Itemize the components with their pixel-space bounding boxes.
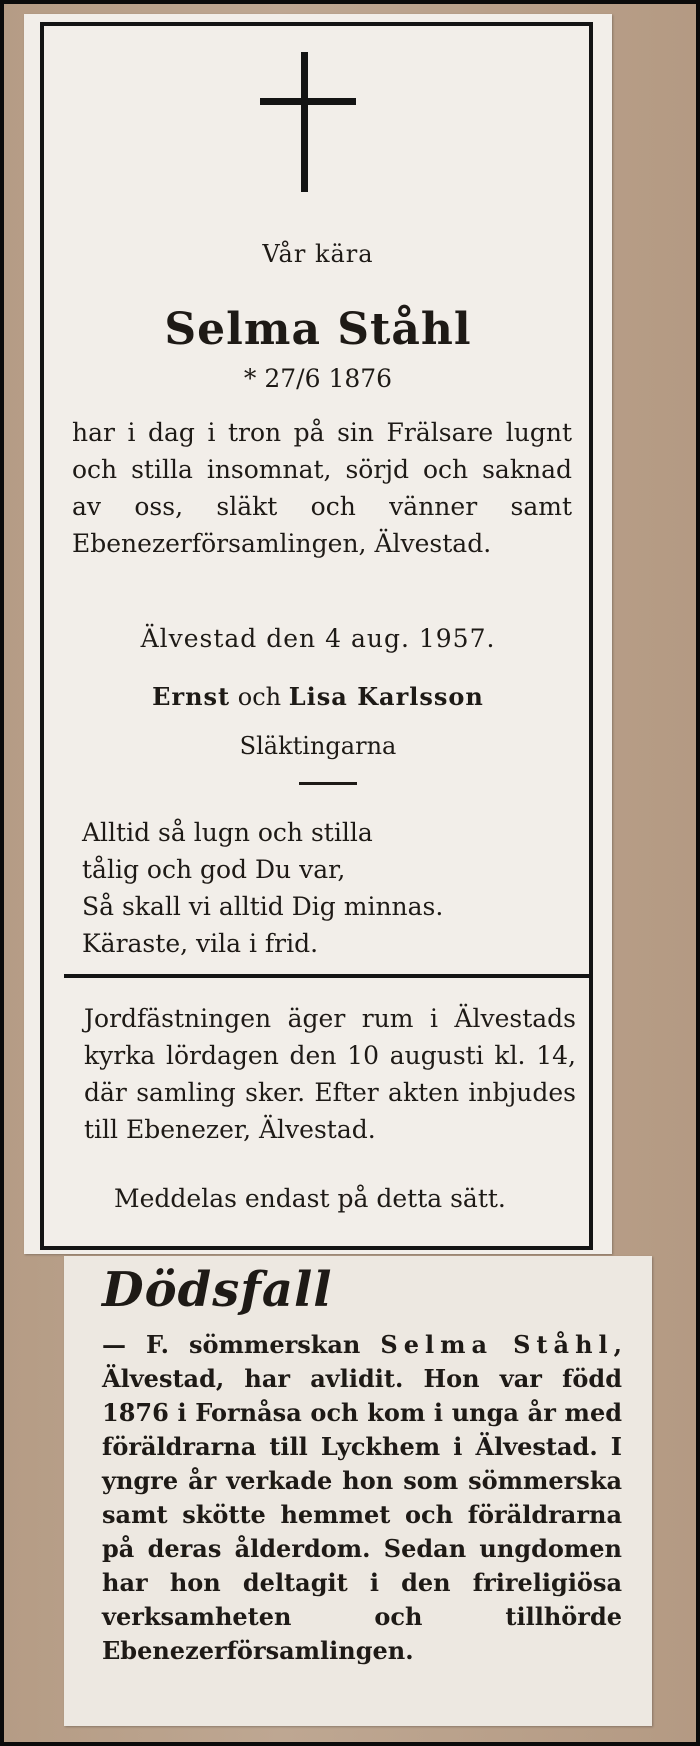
- divider: [299, 782, 357, 785]
- poem-line: Alltid så lugn och stilla: [82, 818, 373, 847]
- obituary-body: , Älvestad, har avlidit. Hon var född 1876 i Fornåsa och kom i unga år med föräldrarna till Lyckhem i Älvestad. I yngre år verkade hon som sömmerska samt skötte hemmet och föräldrarna på deras ålderdom. Sedan ungdomen har hon deltagit i den frireligiösa verksamheten och tillhörde Ebenezerförsamlingen.: [102, 1330, 622, 1665]
- obituary-clipping: [64, 1256, 652, 1726]
- funeral-text: Jordfästningen äger rum i Älvestads kyrka lördagen den 10 augusti kl. 14, där samling sker. Efter akten inbjudes till Ebenezer, Älvestad.: [84, 1004, 576, 1144]
- obituary-first-name: Selma: [380, 1330, 494, 1359]
- place-date: Älvestad den 4 aug. 1957.: [140, 624, 496, 653]
- scrapbook-page: [4, 4, 696, 1742]
- signer-joiner: och: [237, 683, 282, 711]
- poem-line: Så skall vi alltid Dig minnas.: [82, 892, 444, 921]
- poem-line: Käraste, vila i frid.: [82, 929, 319, 958]
- signer-2: Lisa Karlsson: [288, 682, 484, 711]
- death-notice-clipping: [24, 14, 612, 1254]
- obituary-title: Dödsfall: [102, 1262, 333, 1318]
- closing-note: Meddelas endast på detta sätt.: [114, 1184, 506, 1213]
- relatives: Släktingarna: [239, 732, 397, 760]
- obituary-lead: — F.: [102, 1330, 169, 1359]
- announcement-text: har i dag i tron på sin Frälsare lugnt och stilla insomnat, sörjd och saknad av oss, släkt och vänner samt Ebenezerförsamlingen, Älvestad.: [72, 418, 572, 558]
- signers: [24, 682, 612, 711]
- poem-line: tålig och god Du var,: [82, 855, 346, 884]
- intro-text: Vår kära: [262, 240, 374, 268]
- memorial-poem: [82, 814, 443, 962]
- birth-date: * 27/6 1876: [243, 364, 393, 393]
- cross-icon: [260, 52, 356, 192]
- deceased-name: Selma Ståhl: [164, 304, 472, 355]
- section-rule: [64, 974, 592, 978]
- obituary-last-name: Ståhl: [513, 1330, 614, 1359]
- signer-1: Ernst: [152, 682, 231, 711]
- obituary-text: [102, 1328, 622, 1668]
- obituary-occupation: sömmerskan: [189, 1330, 361, 1359]
